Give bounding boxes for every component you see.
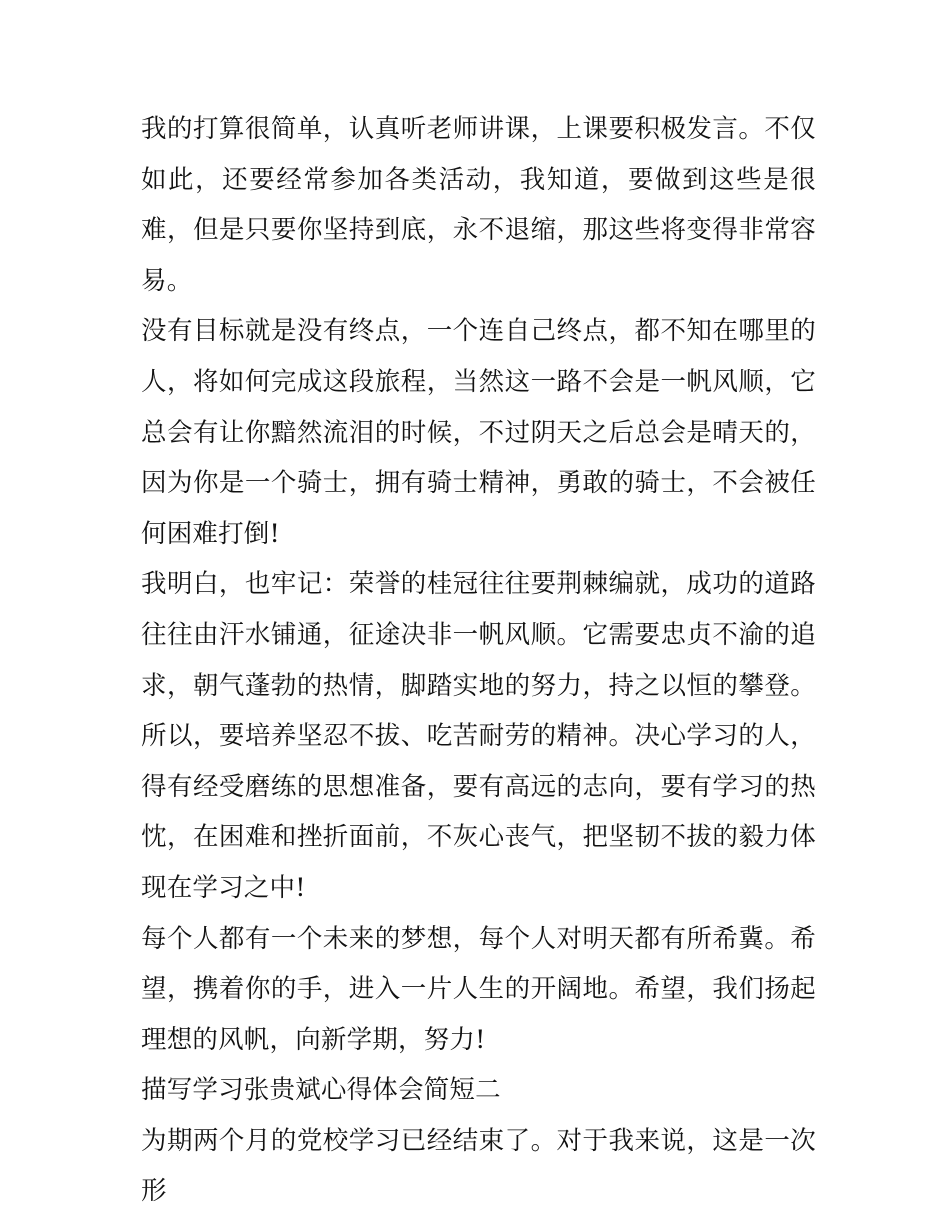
section-heading: 描写学习张贵斌心得体会简短二: [141, 1075, 501, 1106]
paragraph-dream: 每个人都有一个未来的梦想，每个人对明天都有所希冀。希望，携着你的手，进入一片人生的开阔地。希望，我们扬起理想的风帆，向新学期，努力!: [141, 923, 816, 1055]
paragraph-plan: 我的打算很简单，认真听老师讲课，上课要积极发言。不仅如此，还要经常参加各类活动，我知道，要做到这些是很难，但是只要你坚持到底，永不退缩，那这些将变得非常容易。: [141, 114, 816, 296]
paragraph-party-school: 为期两个月的党校学习已经结束了。对于我来说，这是一次形: [141, 1125, 816, 1207]
paragraph-goal: 没有目标就是没有终点，一个连自己终点，都不知在哪里的人，将如何完成这段旅程，当然这一路不会是一帆风顺，它总会有让你黯然流泪的时候，不过阴天之后总会是晴天的，因为你是一个骑士，拥有骑士精神，勇敢的骑士，不会被任何困难打倒!: [141, 316, 816, 549]
paragraph-honor: 我明白，也牢记：荣誉的桂冠往往要荆棘编就，成功的道路往往由汗水铺通，征途决非一帆风顺。它需要忠贞不渝的追求，朝气蓬勃的热情，脚踏实地的努力，持之以恒的攀登。所以，要培养坚忍不拔、吃苦耐劳的精神。决心学习的人，得有经受磨练的思想准备，要有高远的志向，要有学习的热忱，在困难和挫折面前，不灰心丧气，把坚韧不拔的毅力体现在学习之中!: [141, 569, 816, 903]
document-body: [141, 104, 816, 1217]
